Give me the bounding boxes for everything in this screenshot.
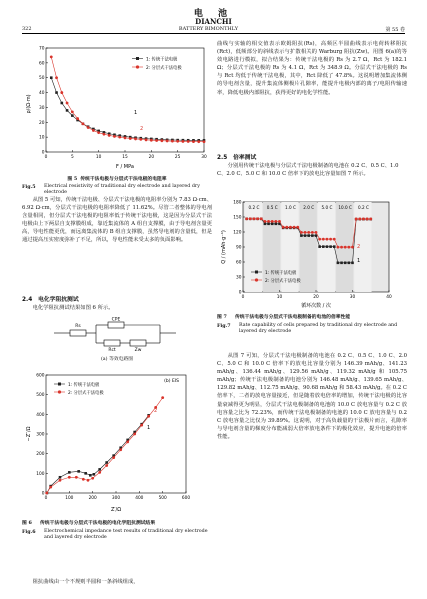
data-point	[318, 245, 321, 248]
data-point	[271, 220, 274, 223]
data-point	[245, 217, 248, 220]
data-point	[340, 246, 343, 249]
data-point	[187, 140, 190, 143]
x-tick-label: 0	[44, 496, 48, 501]
journal-name-en: BATTERY BIMONTHLY	[178, 26, 239, 32]
running-header	[22, 26, 405, 33]
rate-label: 0.5 C	[266, 205, 278, 210]
y-tick-label: 120	[233, 230, 242, 236]
journal-title-en: DIANCHI	[195, 17, 232, 26]
data-point	[351, 262, 354, 265]
data-point	[145, 138, 148, 141]
y-tick-label: 30	[236, 275, 242, 281]
rs-label: Rs	[75, 324, 81, 329]
section-2-4-heading: 2.4 电化学阻抗测试	[22, 297, 79, 303]
y-tick-label: 90	[236, 245, 242, 251]
cpe-element	[108, 322, 124, 328]
figure-7-caption	[217, 314, 407, 336]
fig5-en-title: Electrical resistivity of traditional dry electrode and layered dry electrode	[44, 183, 200, 196]
x-tick-label: 600	[181, 496, 191, 501]
data-point	[337, 246, 340, 249]
data-point	[315, 234, 318, 237]
fig6-en-title: Electrochemical impedance test results of traditional dry electrode and layered dry electrode	[44, 528, 208, 541]
y-tick-label: 60	[236, 260, 242, 266]
data-point	[68, 471, 71, 474]
x-tick-label: 10	[95, 155, 102, 160]
data-point	[98, 468, 101, 471]
right-column-eis-text	[217, 40, 407, 97]
data-point	[171, 140, 174, 143]
curve-annotation-2: 2	[154, 408, 158, 414]
rate-band	[245, 202, 262, 292]
data-point	[344, 262, 347, 265]
legend-label-2: 2: 分层式干法电极	[68, 391, 104, 396]
data-point	[329, 245, 332, 248]
y-tick-label: 0	[41, 150, 45, 156]
data-point	[82, 478, 85, 481]
data-point	[289, 226, 292, 229]
data-point	[119, 448, 122, 451]
y-axis-label: −Z″/Ω	[26, 426, 32, 442]
y-tick-label: 0	[41, 491, 45, 497]
y-tick-label: 500	[36, 393, 45, 399]
data-point	[267, 220, 270, 223]
data-point	[108, 134, 111, 137]
data-point	[333, 245, 336, 248]
figure-6-eis-chart	[24, 367, 209, 515]
data-point	[260, 217, 263, 220]
legend-label-1: 1: 传统干法电极	[265, 271, 297, 276]
data-point	[76, 117, 79, 120]
data-point	[264, 220, 267, 223]
data-point	[362, 218, 365, 221]
data-point	[150, 139, 153, 142]
data-point	[98, 471, 101, 474]
warburg-element	[130, 340, 146, 346]
data-point	[326, 238, 329, 241]
paragraph-eis-fit: 曲线与实轴的相交值表示欧姆阻抗(Rs)，高频区半圆曲线表示电荷转移阻抗(Rct)，低频部分的斜线表示与扩散相关的 Warburg 阻抗(Zw)。用图 6(a)的等效电路进行模拟，拟合结果为：传统干法电极的 Rs 为 2.7 Ω，Rct 为 182.1 Ω；分层式干法电极的 Rs 为 4.1 Ω，Rct 为 348.9 Ω。分层式干法电极的 Rs 与 Rct 均低于传统干法电极，其中，Rct 降低了 47.8%。这说明增加集流体侧的导电剂含量，提升集流体侧极片孔隙率，能提升电极内部的离子/电阻传输速率，降低电极内部阻抗，获得更好的电化学性能。	[217, 41, 407, 96]
series-line-2	[47, 398, 163, 493]
data-point	[318, 238, 321, 241]
data-point	[55, 91, 58, 94]
rct-resistor	[104, 340, 120, 346]
x-tick-label: 500	[158, 496, 167, 501]
y-tick-label: 60	[39, 61, 45, 67]
paragraph-rate-intro: 分别用传统干法电极与分层式干法电极制备的电池在 0.2 C、0.5 C、1.0 C、2.0 C、5.0 C 和 10.0 C 倍率下的放电比容量如图 7 所示。	[217, 163, 399, 178]
data-point	[126, 440, 129, 443]
y-tick-label: 40	[39, 91, 45, 97]
fig6-cn-title: 传统干法电极与分层式干法电极的电化学阻抗测试结果	[40, 520, 156, 526]
data-point	[59, 479, 62, 482]
data-point	[340, 262, 343, 265]
data-point	[160, 139, 163, 142]
data-point	[300, 234, 303, 237]
y-tick-label: 400	[36, 412, 45, 418]
figure-5-chart	[24, 40, 209, 172]
data-point	[304, 234, 307, 237]
fig5-cn-number: 图 5	[67, 176, 78, 182]
data-point	[140, 424, 143, 427]
fig6-en-number: Fig.6	[22, 528, 36, 535]
data-point	[355, 218, 358, 221]
section-2-5-heading: 2.5 倍率测试	[217, 155, 257, 161]
legend-marker-1	[255, 271, 258, 274]
legend-label-2: 2: 分层式干法电极	[146, 66, 182, 71]
data-point	[282, 226, 285, 229]
data-point	[118, 136, 121, 139]
plot-frame	[46, 375, 186, 493]
data-point	[155, 139, 158, 142]
data-point	[197, 140, 200, 143]
data-point	[71, 110, 74, 113]
data-point	[337, 262, 340, 265]
fig7-en-number: Fig.7	[217, 322, 231, 329]
data-point	[55, 76, 58, 79]
circuit-label: (a) 等效电路图	[100, 357, 134, 362]
data-point	[329, 238, 332, 241]
y-tick-label: 20	[39, 120, 45, 126]
paragraph-resistivity: 从图 5 可知，传统干法电极、分层式干法电极的电阻率分别为 7.83 Ω·cm、6.92 Ω·cm，分层式干法电极的电阻率降低了 11.62%。尽管二者整体的导电剂含量相同，但分层式干法电极的电阻率低于传统干法电极，这是因为分层式干法电极由上下两层自支撑膜组成，靠近集流体的 A 组自支撑膜，由于导电剂含量更高，导电性能更优，而远离集流体的 B 组自支撑膜，虽然导电剂的含量低，但是通过提高压实密度弥补了不足，所以，导电性能未受太多的负面影响。	[22, 197, 212, 244]
data-point	[249, 217, 252, 220]
data-point	[71, 114, 74, 117]
y-tick-label: 0	[238, 290, 242, 296]
data-point	[344, 246, 347, 249]
rs-resistor	[70, 330, 86, 336]
rate-label: 2.0 C	[303, 205, 315, 210]
data-point	[87, 479, 90, 482]
data-point	[300, 231, 303, 234]
x-tick-label: 20	[148, 155, 155, 160]
y-tick-label: 200	[36, 452, 45, 458]
legend-label-1: 1: 传统干法电极	[68, 383, 100, 388]
data-point	[166, 140, 169, 143]
data-point	[347, 246, 350, 249]
data-point	[50, 56, 53, 59]
legend	[54, 381, 104, 396]
series-line-1	[47, 415, 149, 493]
data-point	[274, 220, 277, 223]
data-point	[97, 131, 100, 134]
data-point	[358, 218, 361, 221]
data-point	[322, 245, 325, 248]
y-axis-label: Q / (mAh·g⁻¹)	[221, 230, 227, 264]
volume-label: 第 55 卷	[385, 27, 405, 33]
data-point	[278, 220, 281, 223]
data-point	[307, 231, 310, 234]
fig5-cn-title: 传统干法电极与分层式干法电极的电阻率	[80, 176, 167, 182]
data-point	[66, 109, 69, 112]
y-tick-label: 180	[233, 200, 242, 206]
data-point	[124, 136, 127, 139]
data-point	[351, 246, 354, 249]
x-tick-label: 400	[135, 496, 144, 501]
data-point	[49, 486, 52, 489]
figure-5-caption	[22, 176, 212, 197]
data-point	[161, 396, 164, 399]
header-rule	[22, 33, 405, 34]
data-point	[333, 238, 336, 241]
fig7-cn-title: 传统干法电极与分层式干法电极制备的电池的倍率性能	[235, 314, 351, 320]
data-point	[256, 217, 259, 220]
data-point	[113, 135, 116, 138]
y-tick-label: 600	[36, 373, 45, 379]
rate-label: 1.0 C	[284, 205, 296, 210]
rate-label: 10.0 C	[338, 205, 352, 210]
data-point	[147, 415, 150, 418]
journal-title-cn: 电 池	[193, 9, 234, 19]
legend-label-1: 1: 传统干法电极	[146, 57, 178, 63]
x-tick-label: 300	[111, 496, 121, 501]
paragraph-rate-results: 从图 7 可知，分层式干法电极制备的电池在 0.2 C、0.5 C、1.0 C、2.0 C、5.0 C 和 10.0 C 倍率下的放电比容量分别为 146.39 mAh/g、141.23 mAh/g、136.44 mAh/g、129.56 mAh/g、119.32 mAh/g 和 105.75 mAh/g；传统干法电极制备的电池分别为 146.48 mAh/g、139.65 mAh/g、129.82 mAh/g、112.75 mAh/g、90.68 mAh/g 和 58.43 mAh/g。在 0.2 C 倍率下，二者的放电容量接近，但是随着放电倍率的增加，传统干法电极的比容量衰减得更为明显，分层式干法电极制备的电池的 10.0 C 放电容量与 0.2 C 放电容量之比为 72.23%，而传统干法电极制备的电池的 10.0 C 放电容量与 0.2 C 放电容量之比仅为 39.89%。这说明，对于高负载量的干法极片而言，孔隙率与导电剂含量的梯度分布能减弱大倍率放电条件下的极化效应，提升电池的倍率性能。	[217, 353, 407, 440]
data-point	[271, 223, 274, 226]
x-tick-label: 200	[88, 496, 97, 501]
data-point	[105, 461, 108, 464]
legend	[132, 56, 182, 72]
legend-marker-1	[58, 383, 61, 386]
data-point	[112, 456, 115, 459]
y-tick-label: 70	[39, 46, 45, 52]
data-point	[311, 234, 314, 237]
data-point	[103, 133, 106, 136]
x-tick-label: 40	[386, 295, 392, 300]
paragraph-eis-start: 阻抗曲线由一个不规则半圆和一条斜线组成，	[32, 579, 139, 585]
data-point	[315, 231, 318, 234]
curve-annotation-1: 1	[357, 258, 361, 264]
figure-7-rate-chart	[219, 196, 407, 310]
curve-annotation-2: 2	[140, 126, 144, 132]
fig7-en-title: Rate capability of cells prepared by traditional dry electrode and layered dry electrode	[239, 322, 398, 335]
data-point	[322, 238, 325, 241]
figure-6-caption	[22, 520, 212, 542]
x-tick-label: 10	[276, 295, 283, 300]
data-point	[176, 140, 179, 143]
page-number: 322	[22, 26, 32, 32]
data-point	[366, 218, 369, 221]
data-point	[304, 231, 307, 234]
data-point	[182, 140, 185, 143]
data-point	[133, 433, 136, 436]
rate-label: 0.2 C	[248, 205, 260, 210]
data-point	[84, 472, 87, 475]
data-point	[203, 140, 206, 143]
zw-label: Zw	[134, 348, 142, 353]
series-line-1	[51, 78, 204, 141]
legend-marker-2	[58, 390, 61, 393]
x-tick-label: 30	[201, 155, 207, 160]
x-axis-label: 循环次数 / 次	[301, 303, 331, 309]
data-point	[296, 226, 299, 229]
x-tick-label: 5	[70, 155, 74, 160]
y-tick-label: 300	[36, 432, 45, 438]
data-point	[264, 223, 267, 226]
data-point	[45, 492, 48, 495]
cpe-label: CPE	[111, 317, 121, 323]
data-point	[68, 476, 71, 479]
rate-label: 5.0 C	[321, 205, 333, 210]
data-point	[59, 476, 62, 479]
x-axis-label: Z′/Ω	[110, 507, 122, 513]
data-point	[307, 234, 310, 237]
data-point	[285, 226, 288, 229]
data-point	[139, 138, 142, 141]
panel-label: (b) EIS	[164, 379, 179, 384]
data-point	[93, 473, 96, 476]
y-axis-label: ρ/(Ω·m)	[26, 94, 32, 114]
curve-annotation-2: 2	[357, 244, 361, 250]
data-point	[50, 76, 53, 79]
data-point	[87, 126, 90, 129]
data-point	[134, 138, 137, 141]
data-point	[89, 474, 92, 477]
data-point	[61, 102, 64, 105]
data-point	[275, 223, 278, 226]
x-tick-label: 0	[241, 295, 245, 300]
data-point	[60, 91, 63, 94]
fig7-cn-number: 图 7	[217, 314, 227, 320]
right-column-rate-text	[217, 352, 407, 441]
fig5-en-number: Fig.5	[22, 183, 36, 190]
data-point	[77, 470, 80, 473]
left-column-body	[22, 196, 212, 245]
x-axis-label: F / MPa	[116, 164, 134, 170]
data-point	[267, 223, 270, 226]
data-point	[66, 102, 69, 105]
data-point	[326, 245, 329, 248]
data-point	[311, 231, 314, 234]
y-tick-label: 150	[233, 215, 242, 221]
y-tick-label: 50	[39, 76, 45, 82]
curve-annotation-1: 1	[147, 425, 151, 431]
data-point	[92, 129, 95, 132]
x-tick-label: 100	[65, 496, 74, 501]
x-tick-label: 15	[122, 155, 128, 160]
data-point	[293, 226, 296, 229]
data-point	[192, 140, 195, 143]
data-point	[91, 477, 94, 480]
y-tick-label: 30	[39, 105, 45, 111]
y-tick-label: 100	[36, 471, 45, 477]
equivalent-circuit-diagram	[50, 317, 190, 357]
fig6-cn-number: 图 6	[22, 520, 32, 526]
rate-band	[300, 202, 317, 292]
curve-annotation-1: 1	[134, 110, 138, 116]
legend-marker-2	[255, 278, 258, 281]
legend-label-2: 2: 分层式干法电极	[265, 279, 301, 284]
data-point	[81, 122, 84, 125]
data-point	[75, 476, 78, 479]
x-tick-label: 30	[349, 295, 356, 300]
x-tick-label: 0	[44, 155, 48, 160]
data-point	[105, 464, 108, 467]
rate-label: 0.2 C	[357, 205, 369, 210]
data-point	[348, 262, 351, 265]
x-tick-label: 25	[174, 155, 181, 160]
data-point	[129, 137, 132, 140]
paragraph-eis-intro: 电化学阻抗测试结果如图 6 所示。	[32, 305, 114, 311]
x-tick-label: 20	[313, 295, 319, 300]
y-tick-label: 10	[39, 135, 45, 141]
data-point	[369, 218, 372, 221]
data-point	[253, 217, 256, 220]
rct-label: Rct	[108, 348, 116, 353]
